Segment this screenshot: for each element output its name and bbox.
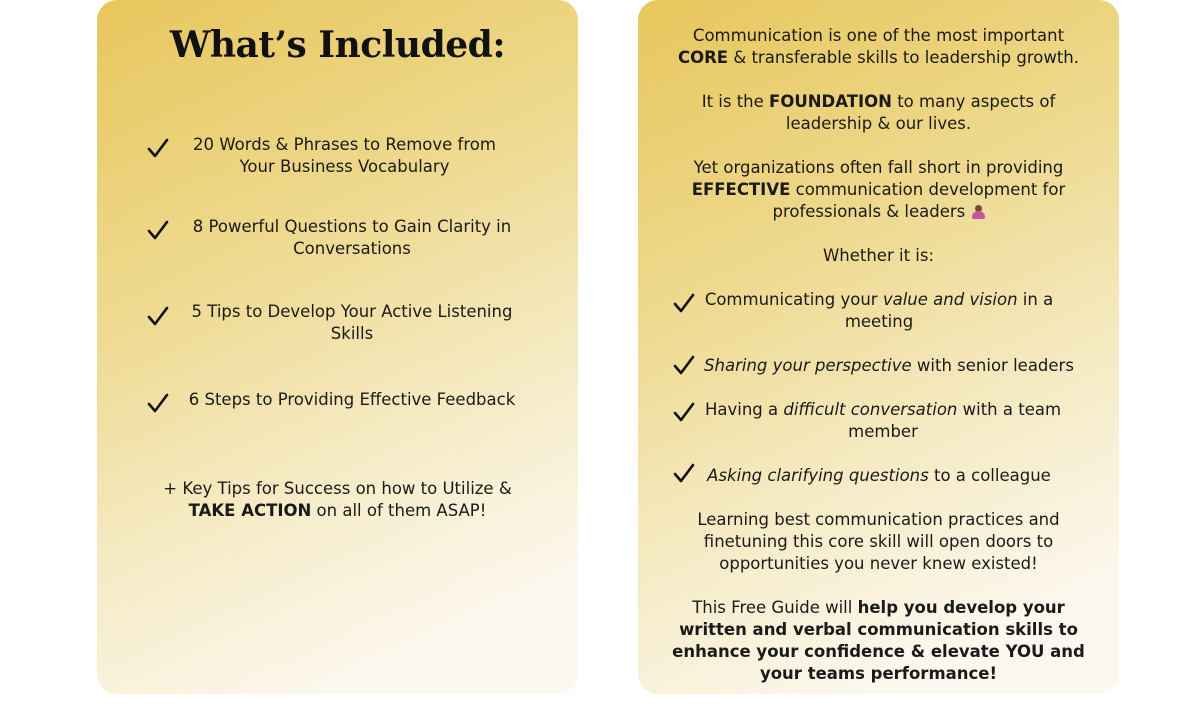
included-item: 20 Words & Phrases to Remove from Your Business Vocabulary [193, 135, 496, 176]
included-item: 6 Steps to Providing Effective Feedback [188, 390, 516, 409]
checkmark-icon [673, 401, 695, 423]
checkmark-icon [147, 219, 169, 241]
whether-label: Whether it is: [822, 246, 935, 265]
learning-paragraph: Learning best communication practices and finetuning this core skill will open doors to opportunities you never knew existed! [697, 510, 1060, 573]
checkmark-icon [147, 305, 169, 327]
checkmark-icon [673, 462, 695, 484]
whats-included-heading: What’s Included: [169, 24, 506, 66]
bullet-item: Asking clarifying questions to a colleague [707, 466, 1051, 485]
bullet-item: Having a difficult conversation with a team member [704, 400, 1062, 441]
communication-info-card [638, 0, 1119, 694]
bullet-item: Sharing your perspective with senior leaders [704, 356, 1074, 375]
effective-paragraph: Yet organizations often fall short in providing EFFECTIVE communication development for professionals & leaders [691, 158, 1066, 221]
whats-included-card [97, 0, 578, 694]
person-shrugging-emoji-icon [971, 205, 985, 219]
key-tips-footer: + Key Tips for Success on how to Utilize & TAKE ACTION on all of them ASAP! [163, 479, 512, 520]
checkmark-icon [147, 392, 169, 414]
foundation-paragraph: It is the FOUNDATION to many aspects of leadership & our lives. [701, 92, 1056, 133]
included-item: 8 Powerful Questions to Gain Clarity in Conversations [192, 217, 512, 258]
bullet-item: Communicating your value and vision in a meeting [704, 290, 1054, 331]
free-guide-paragraph: This Free Guide will help you develop your written and verbal communication skills to enhance your confidence & elevate YOU and your teams performance! [672, 598, 1085, 683]
intro-paragraph: Communication is one of the most important CORE & transferable skills to leadership growth. [677, 26, 1080, 67]
included-item: 5 Tips to Develop Your Active Listening Skills [191, 302, 513, 343]
checkmark-icon [147, 137, 169, 159]
checkmark-icon [673, 292, 695, 314]
checkmark-icon [673, 354, 695, 376]
